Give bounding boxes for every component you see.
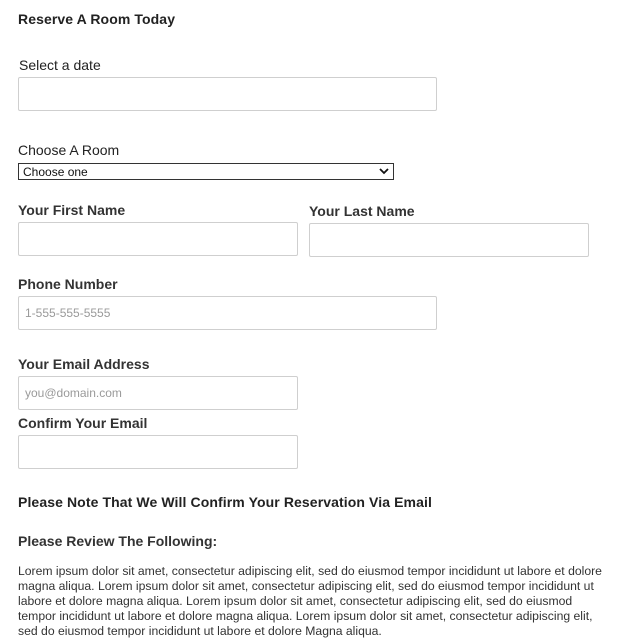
confirm-email-label: Confirm Your Email	[18, 415, 148, 431]
email-label: Your Email Address	[18, 356, 150, 372]
last-name-input[interactable]	[309, 223, 589, 257]
confirm-email-input[interactable]	[18, 435, 298, 469]
room-select[interactable]	[18, 163, 394, 180]
room-select-value: Choose one	[23, 164, 88, 179]
review-heading: Please Review The Following:	[18, 533, 218, 549]
form-title: Reserve A Room Today	[18, 11, 176, 27]
phone-input[interactable]	[18, 296, 437, 330]
date-input[interactable]	[18, 77, 437, 111]
terms-paragraph: Lorem ipsum dolor sit amet, consectetur adipiscing elit, sed do eiusmod tempor incididunt ut labore et dolore magna aliqua. Lorem ipsum dolor sit amet, consectetur adipiscing elit, sed do eiusmod tempor incididunt ut labore et dolore magna aliqua. Lorem ipsum dolor sit amet, consectetur adipiscing elit, sed do eiusmod tempor incididunt ut labore et dolore magna aliqua. Lorem ipsum dolor sit amet, consectetur adipiscing elit, sed do eiusmod tempor incididunt ut labore et dolore Magna aliqua.	[18, 564, 602, 638]
notice-heading: Please Note That We Will Confirm Your Reservation Via Email	[18, 494, 432, 510]
date-label: Select a date	[19, 57, 101, 73]
chevron-down-icon	[379, 168, 389, 175]
phone-label: Phone Number	[18, 276, 118, 292]
first-name-input[interactable]	[18, 222, 298, 256]
first-name-label: Your First Name	[18, 202, 126, 218]
room-label: Choose A Room	[18, 142, 120, 158]
email-input[interactable]	[18, 376, 298, 410]
last-name-label: Your Last Name	[309, 203, 415, 219]
